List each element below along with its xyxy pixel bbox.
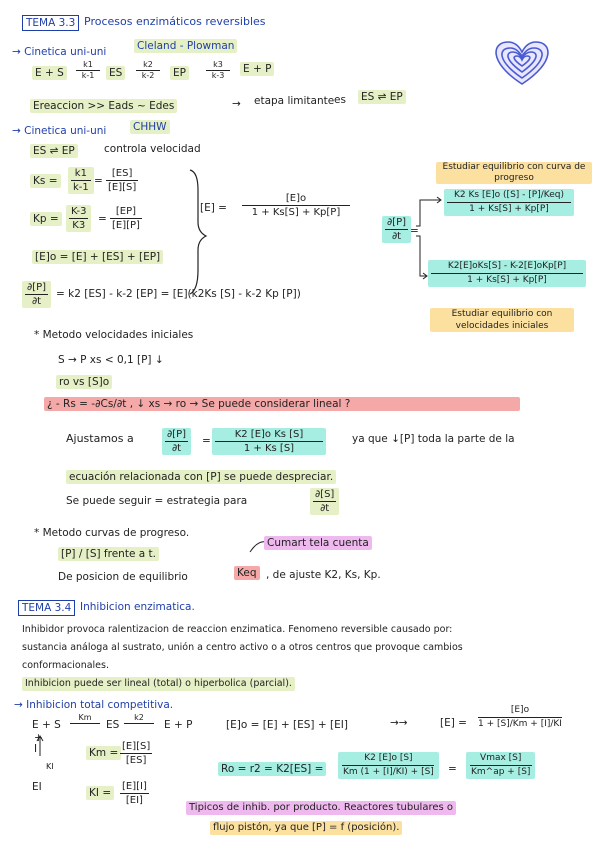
e-fraction: [E]o 1 + Ks[S] + Kp[P] <box>242 192 350 219</box>
control-eq: ES ⇌ EP <box>30 144 78 158</box>
ajust-rhs: K2 [E]o Ks [S] 1 + Ks [S] <box>212 428 326 455</box>
ks-lhs: Ks = <box>30 174 61 188</box>
ks-eq-sign: = <box>94 175 103 187</box>
para-3: conformacionales. <box>22 660 109 671</box>
tema-badge-2: TEMA 3.4 <box>18 600 75 616</box>
kp-eq-sign: = <box>98 213 107 225</box>
chhw-label: → Cinetica uni-uni <box>12 125 107 137</box>
metodo1-line1: S → P xs < 0,1 [P] ↓ <box>58 354 164 366</box>
k2-inh-arrow: k2 <box>124 713 154 734</box>
rs-question: ¿ - Rs = -∂Cs/∂t , ↓ xs → ro → Se puede considerar lineal ? <box>44 397 520 411</box>
chhw-name: CHHW <box>130 120 170 134</box>
ajust-lhs: ∂[P] ∂t <box>162 428 191 455</box>
inh-ki: KI <box>46 762 54 771</box>
ro-frac-2: Vmax [S] Km^ap + [S] <box>466 752 535 779</box>
ro-lhs: Ro = r2 = K2[ES] = <box>218 762 326 776</box>
step-arrow: → <box>232 98 241 110</box>
inh-arrow: →→ <box>390 717 408 729</box>
ajust-eq: = <box>202 435 211 447</box>
tema-badge: TEMA 3.3 <box>22 15 79 31</box>
cleland-name: Cleland - Plowman <box>134 39 237 53</box>
inh-i: I <box>34 743 38 755</box>
ki-lhs: KI = <box>86 786 114 800</box>
metodo2-line2b: , de ajuste K2, Ks, Kp. <box>266 569 381 581</box>
keq-highlight: Keq <box>234 566 260 580</box>
cuenta-note: Cumart tela cuenta <box>264 536 372 550</box>
para-4: Inhibicion puede ser lineal (total) o hiperbolica (parcial). <box>22 677 295 691</box>
scheme-e-p: E + P <box>240 62 274 76</box>
km-frac: [E][S] [ES] <box>122 741 151 766</box>
metodo1-line2: ro vs [S]o <box>56 375 112 389</box>
seguir-frac: ∂[S] ∂t <box>310 488 339 515</box>
rate-equation: = k2 [ES] - k-2 [EP] = [E](k2Ks [S] - k-2 Kp [P]) <box>56 288 301 300</box>
inh-e-p: E + P <box>164 719 193 731</box>
inh-e0-balance: [E]o = [E] + [ES] + [EI] <box>226 719 348 731</box>
ro-frac-1: K2 [E]o [S] Km (1 + [I]/KI) + [S] <box>338 752 439 779</box>
inh-e-lhs: [E] = <box>440 717 467 729</box>
inh-e-frac: [E]o 1 + [S]/Km + [I]/KI <box>478 705 562 729</box>
kp-conc-ratio: [EP] [E][P] <box>112 206 140 231</box>
ajust-pre: Ajustamos a <box>66 432 134 445</box>
km-lhs: Km = <box>86 746 121 760</box>
note-tipicos-2: flujo pistón, ya que [P] = f (posición). <box>210 821 402 835</box>
ks-k-ratio: k1 k-1 <box>68 167 94 194</box>
section-title: Procesos enzimáticos reversibles <box>84 15 266 28</box>
note-curva-progreso: Estudiar equilibrio con curva de progreso <box>436 162 592 184</box>
big-eq-sign: = <box>410 225 419 237</box>
section-title-2: Inhibicion enzimatica. <box>80 601 195 613</box>
scheme-e-s: E + S <box>32 66 67 80</box>
scheme-ep: EP <box>170 66 189 80</box>
erx-text: Ereaccion >> Eads ~ Edes <box>30 99 177 113</box>
kp-lhs: Kp = <box>30 212 62 226</box>
metodo2-title: * Metodo curvas de progreso. <box>34 527 190 539</box>
kp-k-ratio: K-3 K3 <box>66 205 91 232</box>
para-1: Inhibidor provoca ralentizacion de reaccion enzimatica. Fenomeno reversible causado por: <box>22 624 453 635</box>
inh-plus: + <box>34 732 43 744</box>
metodo2-line1: [P] / [S] frente a t. <box>58 547 159 561</box>
note-tipicos-1: Tipicos de inhib. por producto. Reactores tubulares o <box>186 801 456 815</box>
metodo1-title: * Metodo velocidades iniciales <box>34 329 194 341</box>
inh-ei: EI <box>32 781 42 793</box>
ki-frac: [E][I] [EI] <box>122 781 147 806</box>
note-velocidades: Estudiar equilibrio con velocidades iniciales <box>430 308 574 332</box>
inh-e-s: E + S <box>32 719 61 731</box>
comp-label: → Inhibicion total competitiva. <box>14 699 174 711</box>
km-arrow: Km <box>70 713 100 734</box>
ks-conc-ratio: [ES] [E][S] <box>108 168 137 193</box>
cleland-label: → Cinetica uni-uni <box>12 46 107 58</box>
scheme-es: ES <box>106 66 125 80</box>
rate-form-1: K2 Ks [E]o ([S] - [P]/Keq) 1 + Ks[S] + Kp[P] <box>444 189 574 216</box>
es-text: es <box>334 94 346 106</box>
e0-balance: [E]o = [E] + [ES] + [EP] <box>32 250 163 264</box>
para-2: sustancia análoga al sustrato, unión a centro activo o a otros centros que provoque cambios <box>22 642 463 653</box>
k3-arrow: k3 k-3 <box>206 60 230 81</box>
ajust-post: ya que ↓[P] toda la parte de la <box>352 433 515 445</box>
big-dpdt: ∂[P] ∂t <box>382 216 411 243</box>
es-ep-eq: ES ⇌ EP <box>358 90 406 104</box>
k1-arrow: k1 k-1 <box>76 60 100 81</box>
e-lhs: [E] = <box>200 202 227 214</box>
ro-eq-sign: = <box>448 763 457 775</box>
rate-form-2: K2[E]oKs[S] - K-2[E]oKp[P] 1 + Ks[S] + Kp[P] <box>428 260 586 287</box>
control-text: controla velocidad <box>104 143 201 155</box>
dpdt-lhs: ∂[P] ∂t <box>22 281 51 308</box>
k2-arrow: k2 k-2 <box>136 60 160 81</box>
seguir-text: Se puede seguir = estrategia para <box>66 495 248 507</box>
metodo2-line2a: De posicion de equilibrio <box>58 571 188 583</box>
etapa-text: etapa limitante <box>254 95 335 107</box>
inh-es: ES <box>106 719 120 731</box>
ecuacion-text: ecuación relacionada con [P] se puede despreciar. <box>66 470 336 484</box>
